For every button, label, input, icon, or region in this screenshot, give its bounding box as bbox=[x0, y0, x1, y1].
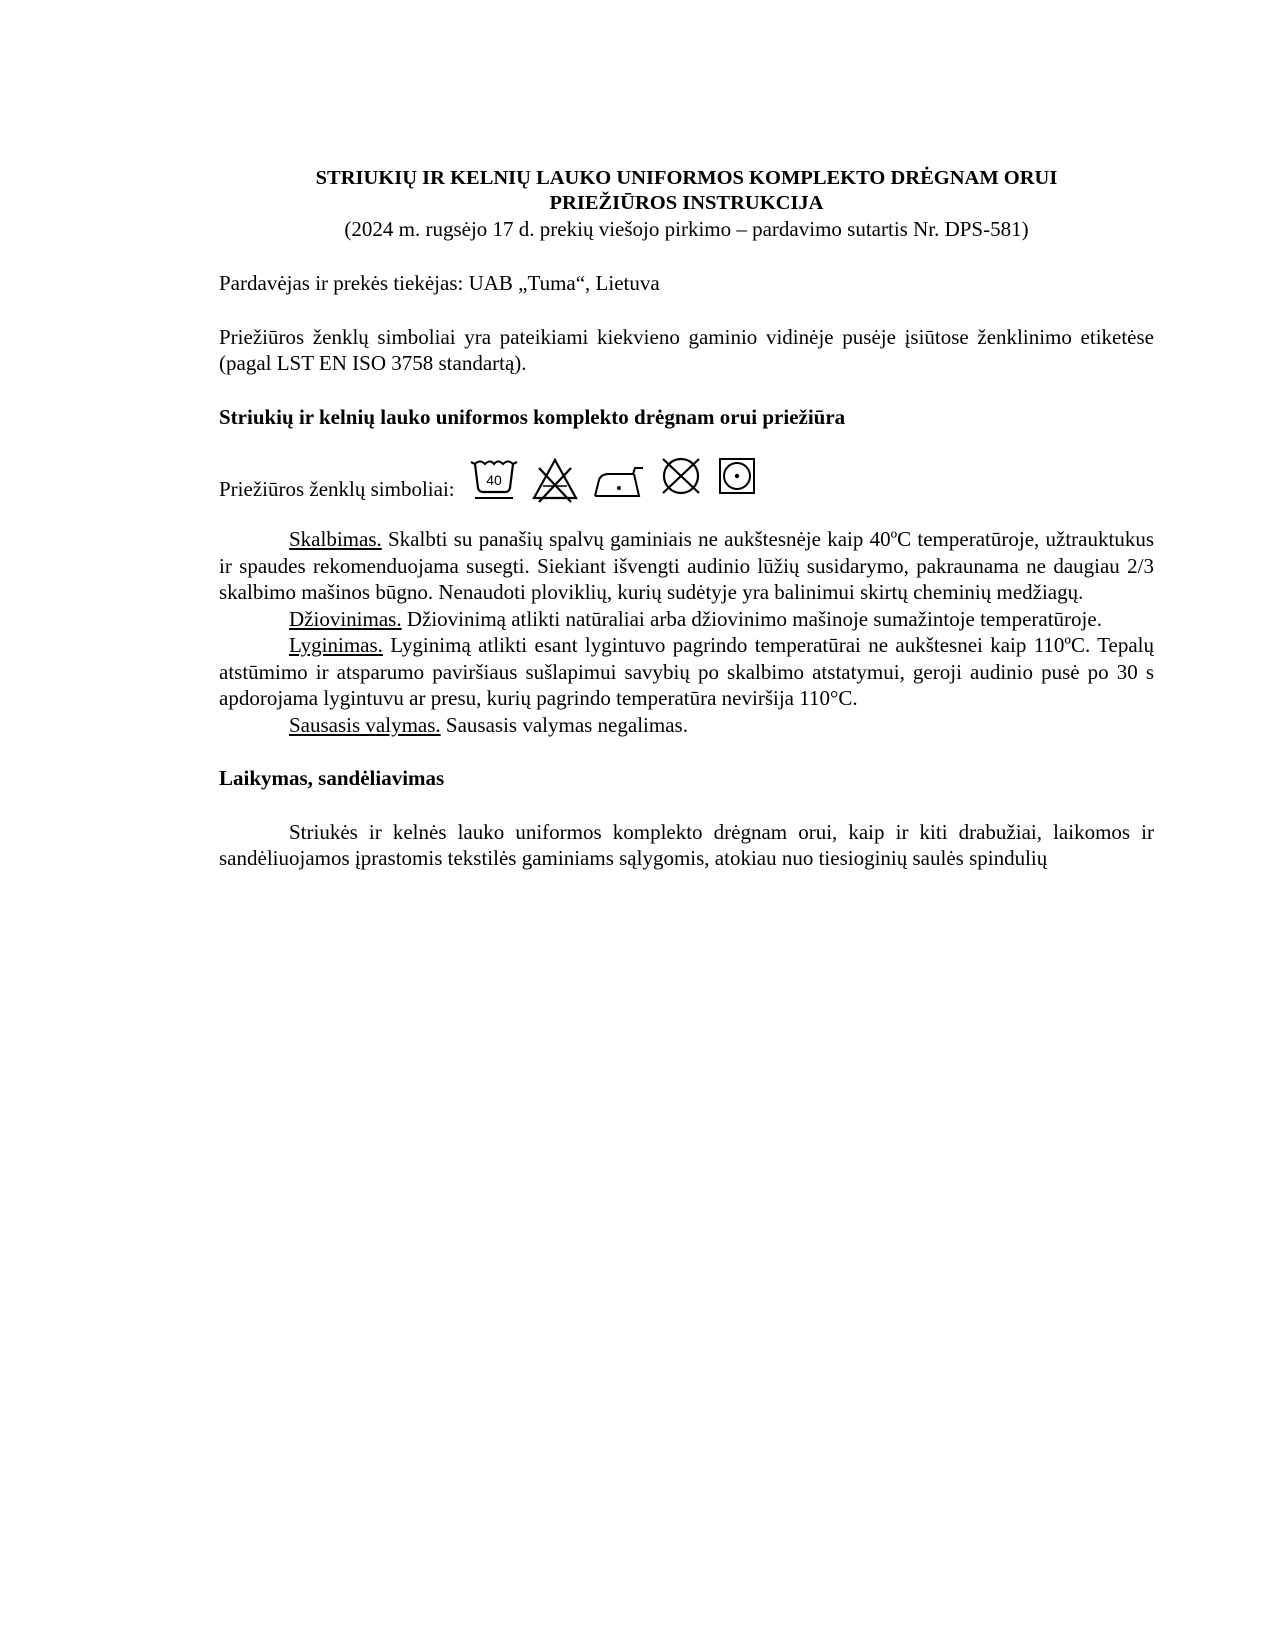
document-subtitle: (2024 m. rugsėjo 17 d. prekių viešojo pirkimo – pardavimo sutartis Nr. DPS-581) bbox=[344, 217, 1029, 241]
symbols-note: Priežiūros ženklų simboliai yra pateikiami kiekvieno gaminio vidinėje pusėje įsiūtose ženklinimo etiketėse (pagal LST EN ISO 3758 standartą). bbox=[219, 324, 1154, 375]
iron-low-icon bbox=[591, 456, 645, 504]
storage-heading: Laikymas, sandėliavimas bbox=[219, 766, 445, 790]
drying-paragraph bbox=[219, 606, 1154, 633]
ironing-text: Lyginimą atlikti esant lygintuvo pagrindo temperatūrai ne aukštesnei kaip 110ºC. Tepalų atstūmimo ir atsparumo paviršiaus sušlapimui savybių po skalbimo atstatymui, geroji audinio pusė po 30 s apdorojama lygintuvu ar presu, kurių pagrindo temperatūra neviršija 110°C. bbox=[219, 633, 1154, 710]
ironing-paragraph bbox=[219, 632, 1154, 712]
title-line-2: PRIEŽIŪROS INSTRUKCIJA bbox=[549, 192, 824, 214]
seller-line: Pardavėjas ir prekės tiekėjas: UAB „Tuma“, Lietuva bbox=[219, 271, 660, 295]
ironing-label: Lyginimas. bbox=[289, 633, 383, 657]
care-symbols-row bbox=[219, 452, 1154, 504]
document-title bbox=[219, 166, 1154, 216]
care-symbols bbox=[469, 456, 757, 504]
care-heading: Striukių ir kelnių lauko uniformos komplekto drėgnam orui priežiūra bbox=[219, 404, 846, 429]
drying-label: Džiovinimas. bbox=[289, 606, 402, 631]
symbols-label: Priežiūros ženklų simboliai: bbox=[219, 476, 455, 501]
drying-text: Džiovinimą atlikti natūraliai arba džiovinimo mašinoje sumažintoje temperatūroje. bbox=[401, 606, 1102, 631]
wash-temp-text: 40 bbox=[485, 472, 502, 488]
drycleaning-label: Sausasis valymas. bbox=[289, 712, 441, 737]
washing-text: Skalbti su panašių spalvų gaminiais ne aukštesnėje kaip 40ºC temperatūroje, užtrauktukus ir spaudes rekomenduojama susegti. Siekiant išvengti audinio lūžių susidarymo, pakraunama ne daugiau 2/3 skalbimo mašinos būgno. Nenaudoti ploviklių, kurių sudėtyje yra balinimui skirtų cheminių medžiagų. bbox=[219, 527, 1154, 604]
drycleaning-text: Sausasis valymas negalimas. bbox=[440, 712, 688, 737]
document-page bbox=[219, 166, 1154, 872]
do-not-dryclean-icon bbox=[657, 456, 705, 496]
tumble-dry-low-icon bbox=[717, 456, 757, 496]
washing-label: Skalbimas. bbox=[289, 527, 382, 551]
washing-paragraph bbox=[219, 526, 1154, 606]
title-line-1: STRIUKIŲ IR KELNIŲ LAUKO UNIFORMOS KOMPLEKTO DRĖGNAM ORUI bbox=[315, 167, 1058, 189]
do-not-bleach-icon bbox=[531, 456, 579, 504]
drycleaning-paragraph bbox=[219, 712, 1154, 739]
storage-paragraph: Striukės ir kelnės lauko uniformos komplekto drėgnam orui, kaip ir kiti drabužiai, laikomos ir sandėliuojamos įprastomis tekstilės gaminiams sąlygomis, atokiau nuo tiesioginių saulės spindulių bbox=[219, 819, 1154, 870]
wash-40-icon bbox=[469, 456, 519, 504]
